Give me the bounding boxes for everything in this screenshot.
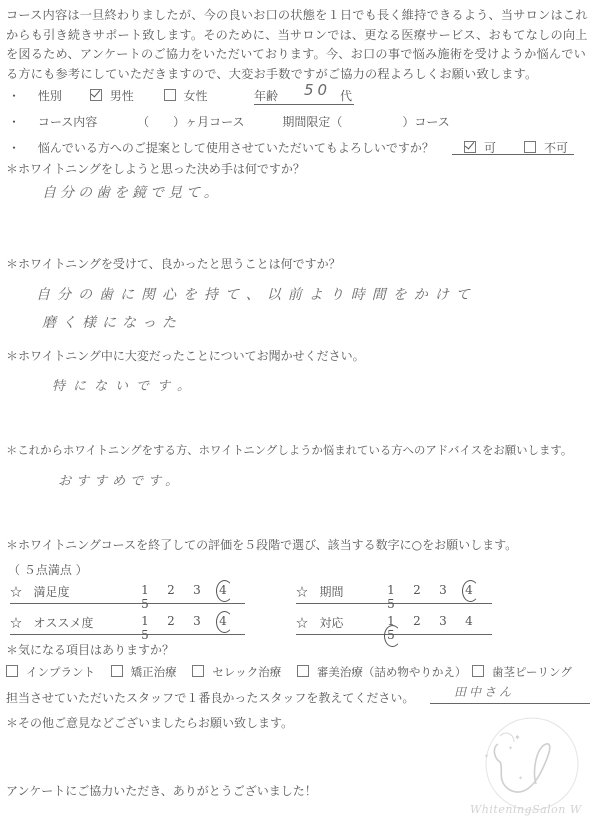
profile-row <box>8 87 208 104</box>
course-label: コース内容 <box>37 115 98 129</box>
rating-label: ☆ オススメ度 <box>10 616 94 630</box>
rating-row-period <box>296 583 492 611</box>
bullet: ・ <box>8 141 21 155</box>
answer-2-line-2: 磨く様になった <box>42 315 182 331</box>
rating-label: ☆ 期間 <box>296 585 344 599</box>
consent-options <box>452 139 574 155</box>
interest-option-cosmetic[interactable]: 審美治療（詰め物やりかえ） <box>297 665 467 679</box>
rating-row-service <box>296 614 492 642</box>
male-label: 男性 <box>109 89 134 103</box>
yes-label: 可 <box>484 141 497 155</box>
intro-paragraph: コース内容は一旦終わりましたが、今の良いお口の状態を１日でも長く維持できるよう、当サロンはこれからも引き続きサポート致します。そのために、当サロンでは、更なる医療サービス、おもてなしの向上を図るため、アンケートのご協力をいただいております。今、お口の事で悩み施術を受けようか悩んでいる方にも参考にしていただきますので、大変お手数ですがご協力の程よろしくお願い致します。 <box>6 8 588 81</box>
other-question: ＊その他ご意見などございましたらお願い致します。 <box>6 716 294 730</box>
age-suffix: 代 <box>340 89 353 103</box>
staff-answer-field[interactable] <box>430 685 590 704</box>
rating-option-3[interactable]: 3 <box>193 614 201 628</box>
consent-yes-option[interactable] <box>464 139 496 156</box>
rating-option-2[interactable]: 2 <box>167 583 175 597</box>
age-value: 50 <box>304 81 332 99</box>
answer-3: 特にないです。 <box>52 379 198 394</box>
rating-option-2[interactable]: 2 <box>167 614 175 628</box>
checkbox-icon[interactable] <box>192 665 204 677</box>
rating-option-5-selected[interactable]: 5 <box>378 628 404 642</box>
female-checkbox-icon[interactable] <box>164 89 176 101</box>
age-field[interactable] <box>254 81 354 105</box>
rating-option-2[interactable]: 2 <box>413 614 421 628</box>
male-option[interactable] <box>90 89 138 103</box>
rating-options <box>132 583 245 611</box>
interest-option-orthodontics[interactable]: 矯正治療 <box>111 665 177 679</box>
rating-option-5[interactable]: 5 <box>141 597 149 611</box>
svg-text:✦: ✦ <box>508 745 514 752</box>
rating-option-1[interactable]: 1 <box>141 583 149 597</box>
answer-2-line-1: 自分の歯に関心を持て、以前より時間をかけて <box>36 287 477 303</box>
question-2: ＊ホワイトニングを受けて、良かったと思うことは何ですか？ <box>6 257 341 271</box>
svg-text:✦: ✦ <box>518 775 524 782</box>
rating-option-3[interactable]: 3 <box>439 614 447 628</box>
svg-text:✦: ✦ <box>484 753 490 760</box>
rating-option-1[interactable]: 1 <box>387 614 395 628</box>
rating-option-4-selected[interactable]: 4 <box>456 583 482 597</box>
monthly-course-field[interactable]: （ ）ヶ月コース <box>137 115 245 129</box>
interest-option-cerec[interactable]: セレック治療 <box>192 665 281 679</box>
rating-label: ☆ 満足度 <box>10 585 70 599</box>
svg-text:✦: ✦ <box>514 733 521 742</box>
rating-option-4-selected[interactable]: 4 <box>210 583 236 597</box>
interests-question: ＊気になる項目はありますか？ <box>6 643 175 657</box>
closing-message: アンケートにご協力いただき、ありがとうございました！ <box>6 784 317 798</box>
rating-option-4[interactable]: 4 <box>465 614 473 628</box>
rating-option-1[interactable]: 1 <box>387 583 395 597</box>
checkbox-icon[interactable] <box>472 665 484 677</box>
rating-option-3[interactable]: 3 <box>193 583 201 597</box>
rating-options <box>378 583 492 611</box>
yes-checkbox-icon[interactable] <box>464 141 476 153</box>
consent-question: 悩んでいる方へのご提案として使用させていただいてもよろしいですか？ <box>37 141 434 155</box>
female-label: 女性 <box>183 89 208 103</box>
rating-option-4-selected[interactable]: 4 <box>210 614 236 628</box>
question-4: ＊これからホワイトニングをする方、ホワイトニングしようか悩まれている方へのアドバイスをお願いします。 <box>6 443 573 457</box>
limited-course-field[interactable]: 期間限定（ ）コース <box>282 115 450 129</box>
no-label: 不可 <box>544 141 569 155</box>
interest-option-gum-peeling[interactable]: 歯茎ピーリング <box>472 665 572 679</box>
bullet: ・ <box>8 115 21 129</box>
rating-option-3[interactable]: 3 <box>439 583 447 597</box>
salon-logo-text: WhiteningSalon W <box>470 803 582 816</box>
star-icon: ☆ <box>296 616 309 630</box>
rating-instruction: ＊ホワイトニングコースを終了しての評価を５段階で選び、該当する数字に○をお願いします。 <box>6 538 518 552</box>
rating-label: ☆ 対応 <box>296 616 344 630</box>
no-checkbox-icon[interactable] <box>524 141 536 153</box>
gender-label: 性別 <box>37 89 62 103</box>
rating-row-satisfaction <box>10 583 245 611</box>
female-option[interactable] <box>164 89 208 103</box>
rating-row-recommend <box>10 614 245 642</box>
answer-4: おすすめです。 <box>58 474 184 489</box>
rating-scale-note: （ ５点満点 ） <box>8 563 88 577</box>
consent-no-option[interactable] <box>524 139 568 156</box>
staff-question: 担当させていただいたスタッフで１番良かったスタッフを教えてください。 <box>6 691 415 705</box>
checkbox-icon[interactable] <box>297 665 309 677</box>
rating-options <box>378 614 492 642</box>
interest-option-implant[interactable]: インプラント <box>6 665 95 679</box>
checkbox-icon[interactable] <box>6 665 18 677</box>
question-1: ＊ホワイトニングをしようと思った決め手は何ですか？ <box>6 162 305 176</box>
rating-option-1[interactable]: 1 <box>141 614 149 628</box>
age-label: 年齢 <box>254 89 279 103</box>
consent-row <box>8 139 434 156</box>
checkbox-icon[interactable] <box>111 665 123 677</box>
rating-option-2[interactable]: 2 <box>413 583 421 597</box>
star-icon: ☆ <box>296 585 309 599</box>
bullet: ・ <box>8 89 21 103</box>
rating-option-5[interactable]: 5 <box>387 597 395 611</box>
question-3: ＊ホワイトニング中に大変だったことについてお聞かせください。 <box>6 349 365 363</box>
male-checkbox-icon[interactable] <box>90 89 102 101</box>
answer-1: 自分の歯を鏡で見て。 <box>42 185 222 201</box>
interests-options <box>6 664 572 680</box>
rating-options <box>132 614 245 642</box>
course-row <box>8 113 450 130</box>
star-icon: ☆ <box>10 585 23 599</box>
rating-option-5[interactable]: 5 <box>141 628 149 642</box>
star-icon: ☆ <box>10 616 23 630</box>
staff-answer: 田中さん <box>454 685 515 699</box>
